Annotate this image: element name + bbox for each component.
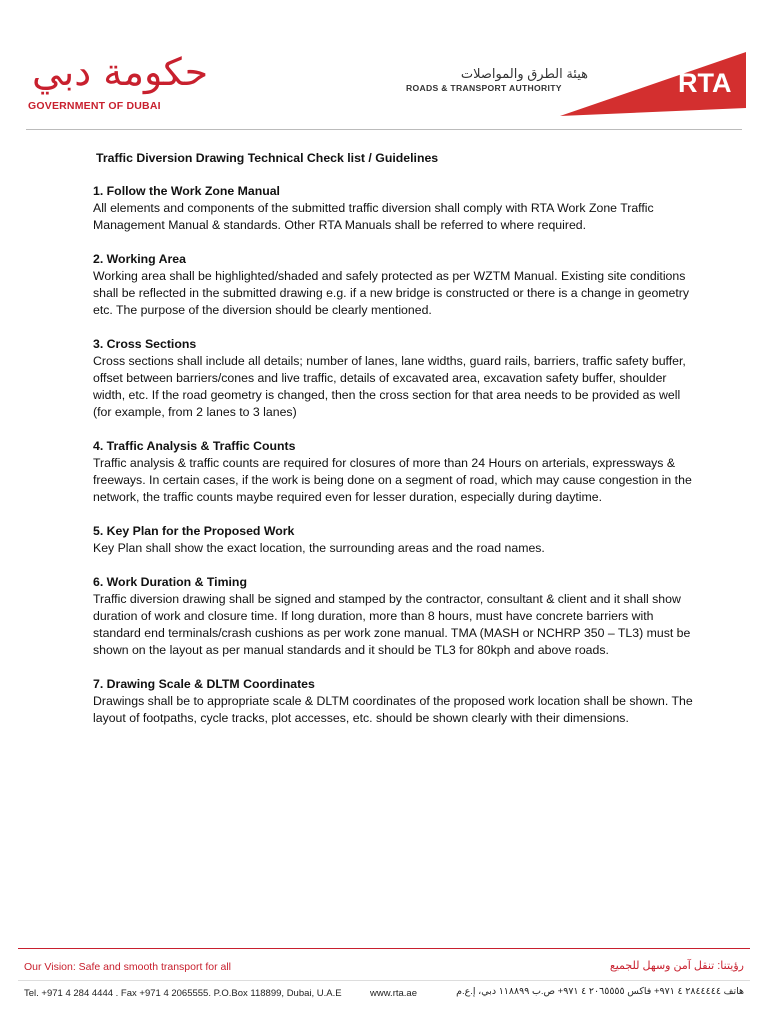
section-body: Working area shall be highlighted/shaded and safely protected as per WZTM Manual. Existing site conditions shall be reflected in the submitted drawing e.g. if a new bridge is constructed or there is a change in geometry etc. The purpose of the diversion should be clearly mentioned.: [93, 269, 690, 317]
section-body: Drawings shall be to appropriate scale & DLTM coordinates of the proposed work location shall be shown. The layout of footpaths, cycle tracks, plot accesses, etc. should be shown clearly with their dimensions.: [93, 694, 693, 725]
section-work-duration: [93, 574, 693, 659]
document-title: Traffic Diversion Drawing Technical Check list / Guidelines: [96, 151, 439, 165]
section-heading: 3. Cross Sections: [93, 337, 197, 351]
section-heading: 2. Working Area: [93, 252, 186, 266]
rta-logo-text: RTA: [678, 68, 732, 98]
section-heading: 1. Follow the Work Zone Manual: [93, 184, 280, 198]
page-header: [0, 0, 768, 130]
section-key-plan: [93, 523, 693, 557]
government-logo-arabic: حكومة دبي: [32, 50, 209, 94]
section-traffic-analysis: [93, 438, 693, 506]
section-body: Traffic analysis & traffic counts are required for closures of more than 24 Hours on arterials, expressways & freeways. In certain cases, if the work is being done on a segment of road, which may cause congestion in the network, the traffic counts maybe required even for lesser duration, especially during daytime.: [93, 456, 692, 504]
contact-details: Tel. +971 4 284 4444 . Fax +971 4 2065555. P.O.Box 118899, Dubai, U.A.E: [24, 988, 342, 999]
section-body: Traffic diversion drawing shall be signed and stamped by the contractor, consultant & client and it shall show duration of work and closure time. If long duration, more than 8 hours, must have concrete barriers with standard end terminals/crash cushions as per work zone manual. TMA (MASH or NCHRP 350 – TL3) must be shown on the layout as per manual standards and it should be TL3 for 80kph and above roads.: [93, 592, 691, 657]
footer-divider: [18, 948, 750, 949]
header-divider: [26, 129, 742, 130]
section-heading: 7. Drawing Scale & DLTM Coordinates: [93, 677, 315, 691]
section-heading: 6. Work Duration & Timing: [93, 575, 247, 589]
section-heading: 4. Traffic Analysis & Traffic Counts: [93, 439, 296, 453]
section-body: Cross sections shall include all details; number of lanes, lane widths, guard rails, barriers, traffic safety buffer, offset between barriers/cones and live traffic, details of excavated area, excavation safety buffer, shoulder width, etc. If the road geometry is changed, then the cross section for that area needs to be provided as well (for example, from 2 lanes to 3 lanes): [93, 354, 686, 419]
rta-english-name: ROADS & TRANSPORT AUTHORITY: [406, 83, 562, 93]
document-body: [93, 150, 693, 744]
section-cross-sections: [93, 336, 693, 421]
section-heading: 5. Key Plan for the Proposed Work: [93, 524, 295, 538]
website-link[interactable]: www.rta.ae: [370, 988, 417, 999]
contact-details-arabic: هاتف ٢٨٤٤٤٤٤ ٤ ٩٧١+ فاكس ٢٠٦٥٥٥٥ ٤ ٩٧١+ ص.ب ١١٨٨٩٩ دبي، إ.ع.م: [456, 986, 744, 997]
government-name: GOVERNMENT OF DUBAI: [28, 100, 161, 112]
section-body: All elements and components of the submitted traffic diversion shall comply with RTA Work Zone Traffic Management Manual & standards. Other RTA Manuals shall be referred to where required.: [93, 201, 654, 232]
rta-logo-icon: [560, 50, 746, 122]
section-drawing-scale: [93, 676, 693, 727]
section-work-zone-manual: [93, 183, 693, 234]
section-body: Key Plan shall show the exact location, the surrounding areas and the road names.: [93, 541, 545, 555]
vision-statement-arabic: رؤيتنا: تنقل آمن وسهل للجميع: [609, 960, 744, 972]
government-of-dubai-logo: [26, 48, 209, 116]
section-working-area: [93, 251, 693, 319]
rta-arabic-name: هيئة الطرق والمواصلات: [460, 66, 588, 81]
footer-divider-secondary: [18, 980, 750, 981]
vision-statement: Our Vision: Safe and smooth transport for all: [24, 961, 231, 973]
